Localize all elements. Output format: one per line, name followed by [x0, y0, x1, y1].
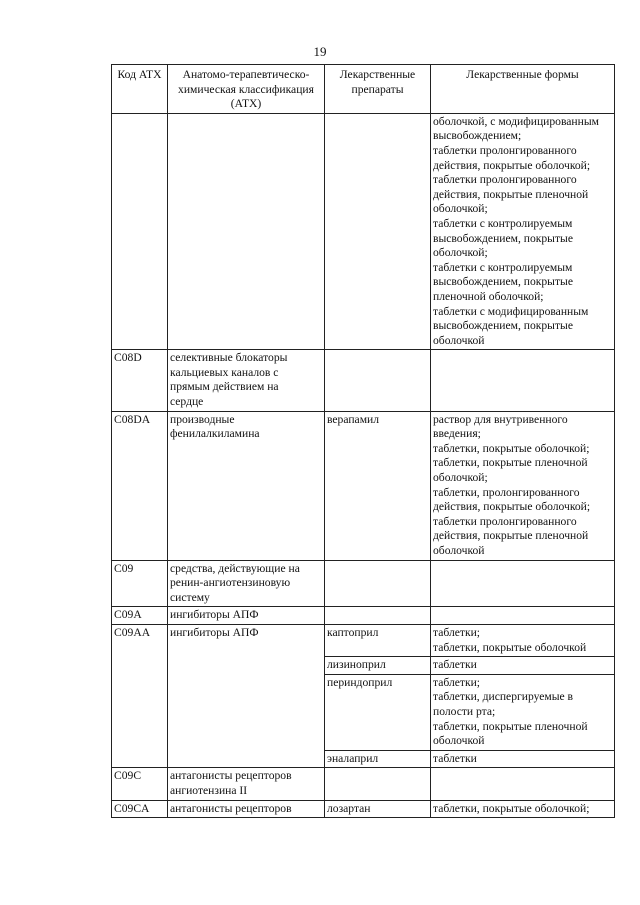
cell-forms — [431, 750, 615, 768]
cell-code: C08D — [112, 350, 168, 411]
cell-line: таблетки с контролируемым — [433, 216, 573, 230]
table-row — [112, 607, 615, 625]
cell-line: оболочкой — [433, 734, 485, 748]
cell-line: пленочной оболочкой; — [433, 289, 544, 303]
cell-drug — [325, 350, 431, 411]
cell-forms — [431, 560, 615, 607]
cell-classification — [168, 350, 325, 411]
cell-classification — [168, 607, 325, 625]
header-forms: Лекарственные формы — [431, 65, 615, 114]
cell-code: C09C — [112, 768, 168, 800]
cell-forms — [431, 657, 615, 675]
page-number: 19 — [313, 44, 327, 59]
cell-line: таблетки, покрытые оболочкой; — [433, 441, 590, 455]
table-row-continuation — [112, 113, 615, 350]
cell-line: таблетки пролонгированного — [433, 514, 577, 528]
table-body — [112, 113, 615, 817]
cell-line: таблетки, диспергируемые в — [433, 690, 574, 704]
cell-drug — [325, 607, 431, 625]
cell-line: оболочкой — [433, 333, 485, 347]
cell-drug: лизиноприл — [325, 657, 431, 675]
cell-forms — [431, 624, 615, 656]
cell-line: высвобождением, покрытые — [433, 231, 573, 245]
cell-drug — [325, 560, 431, 607]
cell-line: оболочкой; — [433, 246, 488, 260]
cell-line: таблетки, покрытые пленочной — [433, 456, 588, 470]
cell-forms — [431, 768, 615, 800]
cell-drug — [325, 113, 431, 350]
cell-line: систему — [170, 590, 210, 604]
cell-line: таблетки — [433, 751, 477, 765]
cell-drug: лозартан — [325, 800, 431, 818]
cell-code: C09AA — [112, 624, 168, 767]
cell-forms — [431, 350, 615, 411]
cell-line: полости рта; — [433, 704, 496, 718]
cell-line: антагонисты рецепторов — [170, 801, 292, 815]
cell-line: селективные блокаторы — [170, 351, 288, 365]
cell-forms — [431, 674, 615, 750]
cell-drug: верапамил — [325, 411, 431, 560]
cell-line: прямым действием на — [170, 380, 279, 394]
cell-line: таблетки, пролонгированного — [433, 485, 580, 499]
cell-classification — [168, 560, 325, 607]
cell-classification — [168, 624, 325, 767]
cell-line: введения; — [433, 427, 481, 441]
table-row — [112, 768, 615, 800]
atx-table — [111, 64, 615, 818]
cell-line: таблетки с контролируемым — [433, 260, 573, 274]
cell-line: кальциевых каналов с — [170, 365, 279, 379]
cell-line: фенилалкиламина — [170, 427, 260, 441]
cell-line: высвобождением, покрытые — [433, 319, 573, 333]
cell-line: оболочкой; — [433, 202, 488, 216]
cell-line: таблетки с модифицированным — [433, 304, 589, 318]
cell-forms — [431, 800, 615, 818]
cell-line: таблетки, покрытые пленочной — [433, 719, 588, 733]
cell-line: оболочкой — [433, 544, 485, 557]
cell-line: раствор для внутривенного — [433, 412, 568, 426]
cell-line: действия, покрытые оболочкой; — [433, 158, 591, 172]
table-row — [112, 800, 615, 818]
cell-drug: каптоприл — [325, 624, 431, 656]
cell-line: оболочкой; — [433, 471, 488, 485]
cell-line: оболочкой, с модифицированным — [433, 114, 599, 128]
cell-line: действия, покрытые пленочной — [433, 187, 589, 201]
cell-line: высвобождением; — [433, 129, 522, 143]
cell-forms — [431, 607, 615, 625]
cell-line: таблетки; — [433, 675, 481, 689]
cell-code: C09A — [112, 607, 168, 625]
header-drugs: Лекарственные препараты — [325, 65, 431, 114]
header-classification: Анатомо-терапевтическо-химическая классификация (АТХ) — [168, 65, 325, 114]
cell-classification — [168, 768, 325, 800]
cell-classification — [168, 411, 325, 560]
cell-line: таблетки; — [433, 625, 481, 639]
table-header-row — [112, 65, 615, 114]
header-atx-code: Код ATX — [112, 65, 168, 114]
cell-classification — [168, 800, 325, 818]
cell-line: средства, действующие на — [170, 561, 300, 575]
cell-forms — [431, 411, 615, 560]
cell-line: ингибиторы АПФ — [170, 625, 259, 639]
cell-line: таблетки пролонгированного — [433, 173, 577, 187]
cell-line: действия, покрытые пленочной — [433, 529, 589, 543]
cell-line: ингибиторы АПФ — [170, 608, 259, 622]
cell-line: сердце — [170, 395, 204, 409]
cell-drug: периндоприл — [325, 674, 431, 750]
table-row — [112, 411, 615, 560]
cell-line: производные — [170, 412, 235, 426]
cell-line: действия, покрытые оболочкой; — [433, 500, 591, 514]
cell-classification — [168, 113, 325, 350]
cell-line: ренин-ангиотензиновую — [170, 576, 291, 590]
cell-forms — [431, 113, 615, 350]
table-row — [112, 350, 615, 411]
cell-line: таблетки, покрытые оболочкой — [433, 640, 587, 654]
cell-code — [112, 113, 168, 350]
table-row — [112, 624, 615, 656]
cell-code: C09CA — [112, 800, 168, 818]
cell-line: высвобождением, покрытые — [433, 275, 573, 289]
cell-line: антагонисты рецепторов — [170, 769, 292, 783]
cell-drug: эналаприл — [325, 750, 431, 768]
table-row — [112, 560, 615, 607]
cell-drug — [325, 768, 431, 800]
cell-line: ангиотензина II — [170, 783, 248, 797]
cell-code: C08DA — [112, 411, 168, 560]
cell-line: таблетки, покрытые оболочкой; — [433, 801, 590, 815]
cell-line: таблетки — [433, 658, 477, 672]
cell-code: C09 — [112, 560, 168, 607]
cell-line: таблетки пролонгированного — [433, 143, 577, 157]
